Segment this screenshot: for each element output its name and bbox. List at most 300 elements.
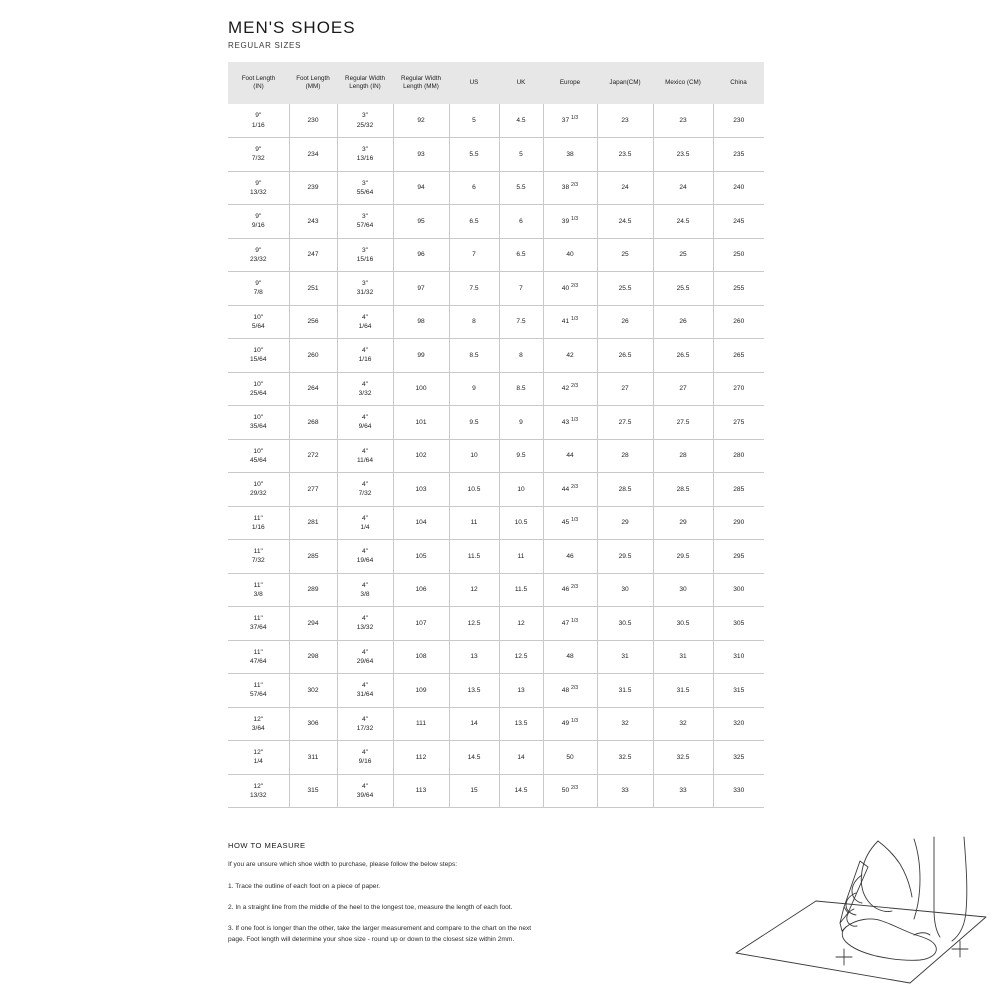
europe-size-fraction: 1/3 [570,315,579,322]
cell-foot-length-mm [289,238,337,272]
cell-japan-size [597,439,653,473]
cell-uk-size [499,138,543,172]
foot-length-in-fraction: 3/64 [251,724,265,732]
width-length-in-fraction: 55/64 [356,188,374,196]
cell-china-size [713,171,764,205]
width-length-in-fraction: 39/64 [356,791,374,799]
cell-foot-length-in [228,674,289,708]
page-subtitle: REGULAR SIZES [228,41,302,50]
table-row [228,506,764,540]
cell-china-size [713,372,764,406]
cell-width-length-in [337,372,393,406]
width-length-mm-value: 92 [417,116,425,124]
width-length-in-fraction: 15/16 [356,255,374,263]
cell-europe-size [543,238,597,272]
cell-width-length-in [337,138,393,172]
cell-width-length-mm [393,540,449,574]
cell-foot-length-in [228,104,289,138]
table-column-header [653,62,713,104]
page-title: MEN'S SHOES [228,18,356,37]
china-size-value: 300 [733,586,745,594]
cell-foot-length-in [228,573,289,607]
foot-length-mm-value: 268 [307,418,319,426]
width-length-in-whole: 4" [361,380,368,388]
foot-length-mm-value: 230 [307,116,319,124]
foot-length-in-fraction: 5/64 [251,322,265,330]
cell-mexico-size [653,506,713,540]
table-body [228,104,764,808]
cell-us-size [449,372,499,406]
cell-width-length-mm [393,573,449,607]
europe-size-fraction: 2/3 [570,282,579,289]
width-length-in-whole: 3" [361,146,368,154]
cell-europe-size [543,674,597,708]
europe-size-value: 42 [561,385,570,393]
cell-width-length-mm [393,774,449,808]
column-header-line-1: Japan(CM) [609,78,641,86]
cell-mexico-size [653,741,713,775]
cell-mexico-size [653,138,713,172]
cell-foot-length-mm [289,372,337,406]
mexico-size-value: 26.5 [676,351,690,359]
width-length-in-whole: 3" [361,246,368,254]
cell-china-size [713,305,764,339]
cell-europe-size [543,138,597,172]
cell-japan-size [597,406,653,440]
cell-foot-length-in [228,439,289,473]
cell-europe-size [543,473,597,507]
uk-size-value: 6 [519,217,523,225]
cell-china-size [713,439,764,473]
cell-uk-size [499,473,543,507]
width-length-in-fraction: 7/32 [358,490,372,498]
mexico-size-value: 24.5 [676,217,690,225]
table-column-header [543,62,597,104]
foot-length-mm-value: 251 [307,284,319,292]
cell-china-size [713,607,764,641]
table-row [228,138,764,172]
width-length-in-whole: 4" [361,682,368,690]
cell-width-length-mm [393,506,449,540]
cell-china-size [713,104,764,138]
cell-china-size [713,506,764,540]
china-size-value: 295 [733,552,745,560]
width-length-in-whole: 4" [361,581,368,589]
foot-length-mm-value: 315 [307,787,319,795]
cell-foot-length-mm [289,540,337,574]
cell-us-size [449,104,499,138]
cell-europe-size [543,506,597,540]
foot-length-mm-value: 281 [307,519,319,527]
japan-size-value: 28 [621,452,629,460]
cell-foot-length-in [228,272,289,306]
japan-size-value: 25 [621,251,629,259]
width-length-mm-value: 103 [415,485,427,493]
column-header-line-1: Regular Width [345,74,385,82]
us-size-value: 8.5 [469,351,479,359]
table-row [228,707,764,741]
table-row [228,774,764,808]
mexico-size-value: 23 [679,116,687,124]
cell-china-size [713,339,764,373]
cell-width-length-mm [393,406,449,440]
cell-europe-size [543,339,597,373]
cell-us-size [449,138,499,172]
cell-japan-size [597,171,653,205]
europe-size-fraction: 2/3 [570,684,579,691]
cell-foot-length-mm [289,473,337,507]
cell-foot-length-mm [289,607,337,641]
china-size-value: 280 [733,452,745,460]
table-column-header [713,62,764,104]
foot-length-in-fraction: 7/32 [251,557,265,565]
cell-us-size [449,707,499,741]
japan-size-value: 29 [621,519,629,527]
cell-uk-size [499,439,543,473]
europe-size-fraction: 1/3 [570,215,579,222]
cell-japan-size [597,305,653,339]
us-size-value: 5.5 [469,150,479,158]
cell-mexico-size [653,607,713,641]
cell-mexico-size [653,406,713,440]
foot-length-in-whole: 11" [253,615,263,623]
cell-width-length-mm [393,339,449,373]
cell-width-length-in [337,406,393,440]
cell-foot-length-mm [289,104,337,138]
mexico-size-value: 32.5 [676,753,690,761]
cell-mexico-size [653,238,713,272]
us-size-value: 10 [470,452,478,460]
us-size-value: 13.5 [467,686,481,694]
cell-uk-size [499,272,543,306]
table-row [228,205,764,239]
cell-europe-size [543,171,597,205]
cell-japan-size [597,540,653,574]
cell-china-size [713,406,764,440]
uk-size-value: 13.5 [514,720,528,728]
cell-foot-length-mm [289,339,337,373]
china-size-value: 310 [733,653,745,661]
us-size-value: 12.5 [467,619,481,627]
foot-length-in-fraction: 35/64 [249,423,267,431]
europe-size-value: 38 [566,150,574,158]
foot-length-mm-value: 277 [307,485,319,493]
cell-mexico-size [653,573,713,607]
cell-foot-length-in [228,138,289,172]
table-column-header [393,62,449,104]
width-length-in-whole: 3" [361,280,368,288]
uk-size-value: 11.5 [514,586,528,594]
europe-size-value: 50 [566,753,574,761]
cell-china-size [713,205,764,239]
cell-width-length-mm [393,439,449,473]
cell-europe-size [543,774,597,808]
cell-uk-size [499,741,543,775]
column-header-line-1: Foot Length [241,74,276,82]
cell-europe-size [543,439,597,473]
width-length-mm-value: 95 [417,217,425,225]
us-size-value: 12 [470,586,478,594]
width-length-mm-value: 113 [415,787,427,795]
width-length-in-whole: 4" [361,648,368,656]
cell-china-size [713,573,764,607]
foot-length-in-fraction: 29/32 [249,490,267,498]
foot-length-in-fraction: 25/64 [249,389,267,397]
width-length-in-fraction: 3/32 [358,389,372,397]
how-to-measure-heading: HOW TO MEASURE [228,841,306,850]
cell-mexico-size [653,339,713,373]
us-size-value: 14.5 [467,753,481,761]
japan-size-value: 31 [621,653,629,661]
column-header-line-2: (IN) [253,83,264,90]
foot-length-in-fraction: 45/64 [249,456,267,464]
width-length-in-fraction: 11/64 [356,456,373,464]
europe-size-value: 37 [561,116,570,124]
japan-size-value: 27 [621,385,629,393]
cell-mexico-size [653,104,713,138]
foot-length-mm-value: 311 [307,753,319,761]
japan-size-value: 26.5 [618,351,632,359]
cell-width-length-mm [393,372,449,406]
mexico-size-value: 30 [679,586,687,594]
width-length-in-whole: 4" [361,347,368,355]
cell-width-length-in [337,473,393,507]
foot-length-in-fraction: 1/16 [251,523,265,531]
uk-size-value: 8 [519,351,523,359]
cell-foot-length-in [228,305,289,339]
uk-size-value: 14 [517,753,525,761]
width-length-in-fraction: 3/8 [360,590,370,598]
width-length-mm-value: 93 [417,150,425,158]
cell-width-length-mm [393,305,449,339]
cell-japan-size [597,774,653,808]
cell-china-size [713,138,764,172]
width-length-in-whole: 4" [361,749,368,757]
width-length-in-whole: 4" [361,782,368,790]
foot-length-in-whole: 9" [255,246,262,254]
cell-europe-size [543,741,597,775]
foot-length-in-fraction: 7/8 [253,289,263,297]
uk-size-value: 14.5 [514,787,528,795]
japan-size-value: 32.5 [618,753,632,761]
europe-size-fraction: 2/3 [570,583,579,590]
foot-length-mm-value: 256 [307,318,319,326]
uk-size-value: 10.5 [514,519,528,527]
cell-europe-size [543,372,597,406]
europe-size-fraction: 2/3 [570,483,579,490]
column-header-line-2: Length (IN) [349,83,381,90]
foot-length-in-fraction: 13/32 [249,188,267,196]
cell-width-length-mm [393,741,449,775]
cell-uk-size [499,607,543,641]
foot-length-in-whole: 9" [255,179,262,187]
width-length-mm-value: 112 [415,753,427,761]
width-length-in-fraction: 17/32 [356,724,374,732]
cell-europe-size [543,205,597,239]
europe-size-value: 44 [566,452,574,460]
cell-us-size [449,741,499,775]
cell-japan-size [597,506,653,540]
foot-length-mm-value: 298 [307,653,319,661]
column-header-line-1: UK [516,78,526,86]
foot-length-in-fraction: 13/32 [249,791,267,799]
cell-europe-size [543,573,597,607]
foot-length-mm-value: 306 [307,720,319,728]
cell-japan-size [597,707,653,741]
width-length-in-whole: 4" [361,715,368,723]
table-header-row [228,62,764,104]
table-column-header [449,62,499,104]
cell-europe-size [543,640,597,674]
mexico-size-value: 30.5 [676,619,690,627]
table-row [228,741,764,775]
cell-uk-size [499,205,543,239]
china-size-value: 270 [733,385,745,393]
table-row [228,171,764,205]
japan-size-value: 29.5 [618,552,632,560]
uk-size-value: 9 [519,418,523,426]
japan-size-value: 24.5 [618,217,632,225]
cell-mexico-size [653,205,713,239]
width-length-mm-value: 98 [417,318,425,326]
europe-size-value: 40 [566,251,574,259]
uk-size-value: 6.5 [516,251,526,259]
width-length-mm-value: 102 [415,452,427,460]
cell-japan-size [597,138,653,172]
cell-china-size [713,272,764,306]
cell-width-length-in [337,171,393,205]
foot-length-in-whole: 11" [253,548,263,556]
size-conversion-table [228,62,764,808]
uk-size-value: 4.5 [516,116,526,124]
cell-japan-size [597,640,653,674]
cell-width-length-in [337,305,393,339]
cell-uk-size [499,339,543,373]
cell-foot-length-in [228,473,289,507]
width-length-in-fraction: 1/64 [358,322,372,330]
mexico-size-value: 28 [679,452,687,460]
china-size-value: 285 [733,485,745,493]
cell-china-size [713,238,764,272]
cell-width-length-mm [393,473,449,507]
foot-length-in-fraction: 1/4 [253,758,263,766]
table-row [228,305,764,339]
foot-length-mm-value: 239 [307,184,319,192]
foot-length-mm-value: 243 [307,217,319,225]
cell-mexico-size [653,305,713,339]
uk-size-value: 10 [517,485,525,493]
cell-uk-size [499,238,543,272]
mexico-size-value: 25.5 [676,284,690,292]
europe-size-fraction: 1/3 [570,717,579,724]
width-length-in-fraction: 13/16 [356,155,374,163]
cell-us-size [449,607,499,641]
cell-width-length-in [337,205,393,239]
foot-length-in-fraction: 23/32 [249,255,267,263]
uk-size-value: 8.5 [516,385,526,393]
china-size-value: 330 [733,787,745,795]
cell-width-length-mm [393,138,449,172]
width-length-in-fraction: 9/16 [358,758,372,766]
document-body [228,18,764,808]
uk-size-value: 9.5 [516,452,526,460]
cell-mexico-size [653,540,713,574]
europe-size-fraction: 1/3 [570,114,579,121]
cell-foot-length-in [228,607,289,641]
us-size-value: 6 [472,184,476,192]
uk-size-value: 7 [519,284,523,292]
cell-foot-length-in [228,540,289,574]
foot-length-mm-value: 264 [307,385,319,393]
cell-europe-size [543,707,597,741]
cell-china-size [713,640,764,674]
us-size-value: 9.5 [469,418,479,426]
europe-size-value: 42 [566,351,574,359]
mexico-size-value: 28.5 [676,485,690,493]
foot-length-mm-value: 247 [307,251,319,259]
europe-size-fraction: 2/3 [570,784,579,791]
uk-size-value: 13 [517,686,525,694]
us-size-value: 10.5 [467,485,481,493]
table-row [228,607,764,641]
cell-foot-length-mm [289,138,337,172]
width-length-in-fraction: 29/64 [356,657,374,665]
cell-mexico-size [653,171,713,205]
cell-foot-length-in [228,707,289,741]
cell-foot-length-in [228,205,289,239]
foot-length-in-fraction: 37/64 [249,624,267,632]
cell-china-size [713,774,764,808]
table-row [228,238,764,272]
how-to-measure-section [228,841,764,956]
cell-us-size [449,473,499,507]
width-length-mm-value: 96 [417,251,425,259]
us-size-value: 11.5 [467,552,481,560]
us-size-value: 6.5 [469,217,479,225]
cell-width-length-in [337,540,393,574]
europe-size-fraction: 2/3 [570,181,579,188]
width-length-in-whole: 4" [361,615,368,623]
cell-foot-length-in [228,741,289,775]
cell-foot-length-mm [289,573,337,607]
europe-size-fraction: 1/3 [570,516,579,523]
width-length-in-fraction: 9/64 [358,423,372,431]
column-header-line-2: (MM) [305,83,321,90]
cell-us-size [449,406,499,440]
width-length-mm-value: 101 [415,418,427,426]
table-column-header [289,62,337,104]
uk-size-value: 11 [517,552,525,560]
cell-uk-size [499,707,543,741]
table-column-header [337,62,393,104]
cell-width-length-in [337,339,393,373]
cell-foot-length-mm [289,305,337,339]
europe-size-value: 44 [561,485,570,493]
cell-uk-size [499,573,543,607]
cell-width-length-mm [393,272,449,306]
japan-size-value: 32 [621,720,629,728]
width-length-in-fraction: 1/16 [358,356,372,364]
japan-size-value: 30 [621,586,629,594]
cell-foot-length-mm [289,272,337,306]
width-length-in-whole: 3" [361,112,368,120]
china-size-value: 290 [733,519,745,527]
width-length-in-whole: 4" [361,548,368,556]
china-size-value: 315 [733,686,745,694]
europe-size-fraction: 1/3 [570,416,579,423]
cell-width-length-mm [393,104,449,138]
china-size-value: 245 [733,217,745,225]
